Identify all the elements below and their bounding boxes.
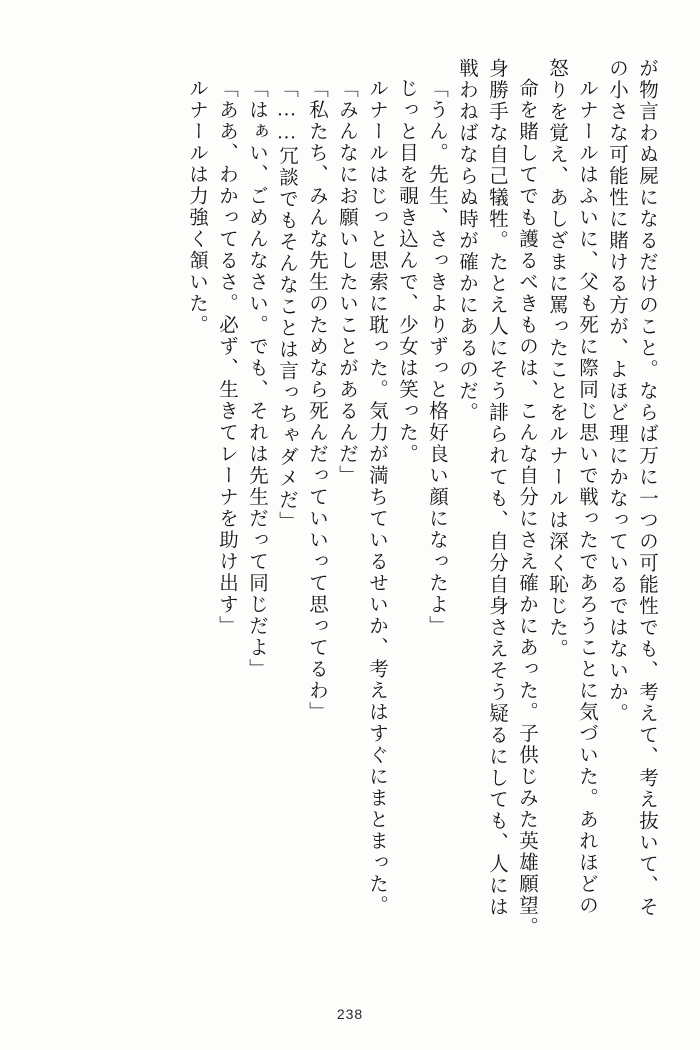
text-line: の小さな可能性に賭ける方が、よほど理にかなっているではないか。: [606, 58, 627, 725]
text-line: 「私たち、みんな先生のためなら死んだっていいって思ってるわ」: [306, 78, 327, 723]
page-number: 238: [336, 1006, 364, 1022]
text-line: が物言わぬ屍になるだけのこと。ならば万に一つの可能性でも、考えて、考え抜いて、そ: [636, 58, 657, 918]
text-line: 身勝手な自己犠牲。たとえ人にそう誹られても、自分自身さえそう疑るにしても、人には: [486, 58, 507, 918]
text-line: ルナールはふいに、父も死に際同じ思いで戦ったであろうことに気づいた。あれほどの: [576, 78, 597, 917]
text-line: じっと目を覗き込んで、少女は笑った。: [396, 78, 417, 465]
text-line: 戦わねばならぬ時が確かにあるのだ。: [456, 58, 477, 424]
text-line: 「みんなにお願いしたいことがあるんだ」: [336, 78, 357, 487]
vertical-text-block: [44, 58, 656, 968]
text-line: 「ああ、わかってるさ。必ず、生きてレーナを助け出す」: [216, 78, 237, 637]
text-line: 怒りを覚え、あしざまに罵ったことをルナールは深く恥じた。: [546, 58, 567, 660]
text-line: ルナールはじっと思索に耽った。気力が満ちているせいか、考えはすぐにまとまった。: [366, 78, 387, 917]
text-line: ルナールは力強く頷いた。: [186, 78, 207, 336]
text-line: 「……冗談でもそんなことは言っちゃダメだ」: [276, 78, 297, 533]
text-line: 「はぁい、ごめんなさい。でも、それは先生だって同じだよ」: [246, 78, 267, 680]
text-line: 「うん。先生、さっきよりずっと格好良い顔になったよ」: [426, 78, 447, 637]
text-line: 命を賭してでも護るべきものは、こんな自分にさえ確かにあった。子供じみた英雄願望。: [516, 78, 537, 938]
